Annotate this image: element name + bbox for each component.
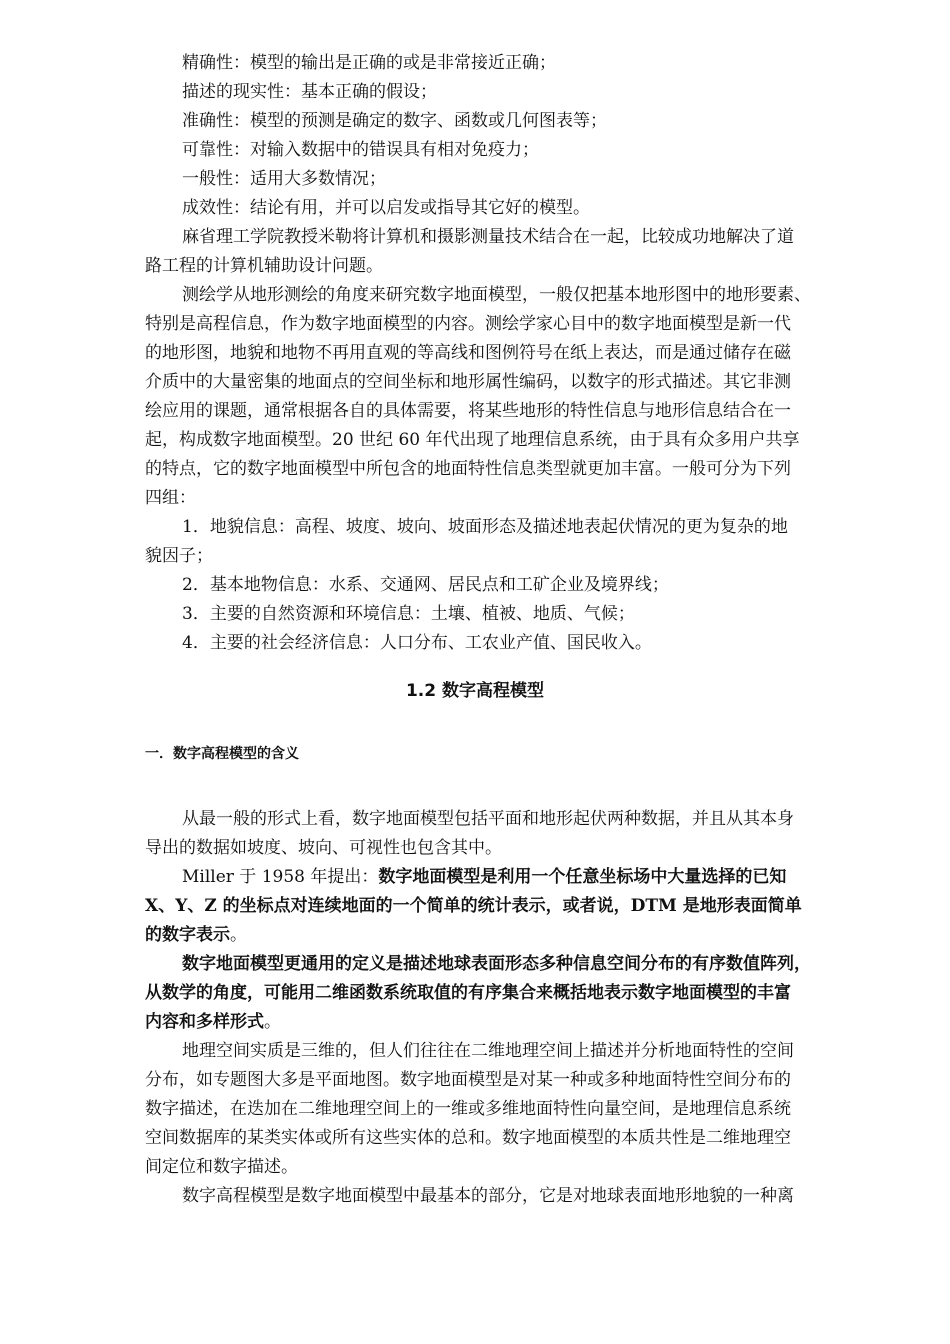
paragraph-line: 的地形图，地貌和地物不再用直观的等高线和图例符号在纸上表达，而是通过储存在磁 <box>145 343 791 363</box>
group-item: 3．主要的自然资源和环境信息：土壤、植被、地质、气候； <box>182 604 635 624</box>
paragraph-line: 数字高程模型是数字地面模型中最基本的部分，它是对地球表面地形地貌的一种离 <box>182 1186 794 1206</box>
paragraph-line <box>182 953 811 975</box>
paragraph-line: 四组： <box>145 488 196 508</box>
miller-intro: Miller 于 1958 年提出： <box>182 867 379 887</box>
paragraph-line: 测绘学从地形测绘的角度来研究数字地面模型，一般仅把基本地形图中的地形要素、 <box>182 285 811 305</box>
paragraph-line: 间定位和数字描述。 <box>145 1157 298 1177</box>
punctuation: 。 <box>230 925 247 945</box>
miller-definition: 数字地面模型是利用一个任意坐标场中大量选择的已知 <box>378 867 787 887</box>
paragraph-line: 的特点，它的数字地面模型中所包含的地面特性信息类型就更加丰富。一般可分为下列 <box>145 459 791 479</box>
paragraph-line <box>145 895 802 917</box>
paragraph-line: 地理空间实质是三维的，但人们往往在二维地理空间上描述并分析地面特性的空间 <box>182 1041 794 1061</box>
paragraph-line: 特别是高程信息，作为数字地面模型的内容。测绘学家心目中的数字地面模型是新一代 <box>145 314 791 334</box>
paragraph-line: 介质中的大量密集的地面点的空间坐标和地形属性编码，以数字的形式描述。其它非测 <box>145 372 791 392</box>
paragraph-line <box>182 866 786 888</box>
paragraph-line: 路工程的计算机辅助设计问题。 <box>145 256 383 276</box>
paragraph-line <box>145 924 247 946</box>
general-definition: 数字地面模型更通用的定义是描述地球表面形态多种信息空间分布的有序数值阵列， <box>182 954 811 974</box>
paragraph-line: 起，构成数字地面模型。20 世纪 60 年代出现了地理信息系统，由于具有众多用户共享 <box>145 430 800 450</box>
paragraph-line: 数字描述，在迭加在二维地理空间上的一维或多维地面特性向量空间，是地理信息系统 <box>145 1099 791 1119</box>
paragraph-line: 从最一般的形式上看，数字地面模型包括平面和地形起伏两种数据，并且从其本身 <box>182 809 794 829</box>
quality-item: 可靠性：对输入数据中的错误具有相对免疫力； <box>182 140 539 160</box>
quality-item: 精确性：模型的输出是正确的或是非常接近正确； <box>182 53 556 73</box>
quality-item: 成效性：结论有用，并可以启发或指导其它好的模型。 <box>182 198 590 218</box>
miller-definition: 的数字表示 <box>145 925 230 945</box>
section-heading: 1.2 数字高程模型 <box>405 681 545 701</box>
general-definition: 从数学的角度，可能用二维函数系统取值的有序集合来概括地表示数字地面模型的丰富 <box>145 983 791 1003</box>
paragraph-line: 麻省理工学院教授米勒将计算机和摄影测量技术结合在一起，比较成功地解决了道 <box>182 227 794 247</box>
paragraph-line: 空间数据库的某类实体或所有这些实体的总和。数字地面模型的本质共性是二维地理空 <box>145 1128 791 1148</box>
paragraph-line: 导出的数据如坡度、坡向、可视性也包含其中。 <box>145 838 502 858</box>
group-item: 貌因子； <box>145 546 213 566</box>
miller-definition: X、Y、Z 的坐标点对连续地面的一个简单的统计表示，或者说，DTM 是地形表面简单 <box>145 896 802 916</box>
punctuation: 。 <box>264 1012 281 1032</box>
quality-item: 准确性：模型的预测是确定的数字、函数或几何图表等； <box>182 111 607 131</box>
group-item: 4．主要的社会经济信息：人口分布、工农业产值、国民收入。 <box>182 633 652 653</box>
subsection-heading: 一．数字高程模型的含义 <box>145 746 299 762</box>
general-definition: 内容和多样形式 <box>145 1012 264 1032</box>
paragraph-line: 分布，如专题图大多是平面地图。数字地面模型是对某一种或多种地面特性空间分布的 <box>145 1070 791 1090</box>
paragraph-line: 绘应用的课题，通常根据各自的具体需要，将某些地形的特性信息与地形信息结合在一 <box>145 401 791 421</box>
group-item: 2．基本地物信息：水系、交通网、居民点和工矿企业及境界线； <box>182 575 669 595</box>
quality-item: 描述的现实性：基本正确的假设； <box>182 82 437 102</box>
paragraph-line <box>145 1011 281 1033</box>
quality-item: 一般性：适用大多数情况； <box>182 169 386 189</box>
paragraph-line <box>145 982 791 1004</box>
group-item: 1．地貌信息：高程、坡度、坡向、坡面形态及描述地表起伏情况的更为复杂的地 <box>182 517 788 537</box>
